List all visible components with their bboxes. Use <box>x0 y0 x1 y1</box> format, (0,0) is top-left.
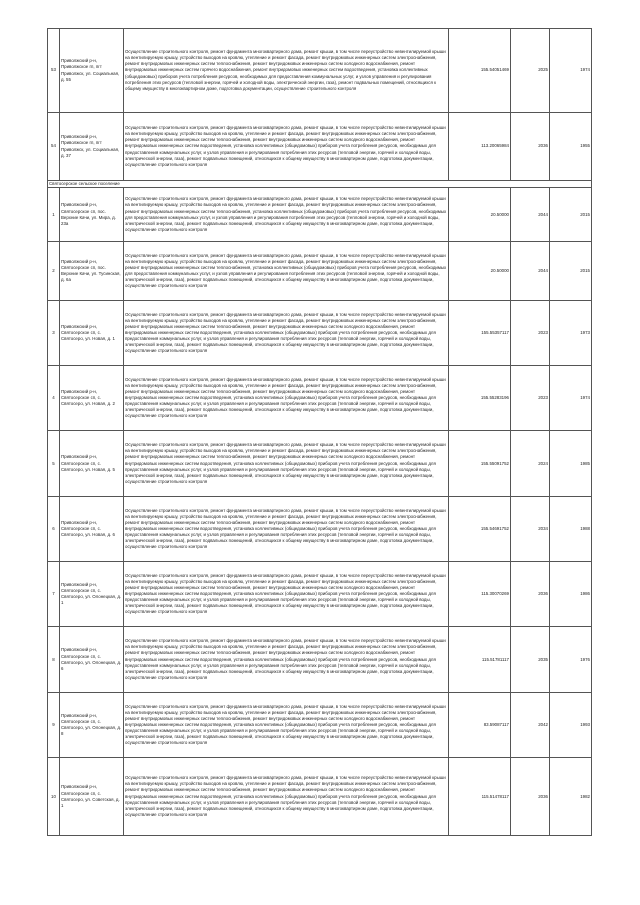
house-address: Приволжский р-н, Святосерское сп, с. Святосеро, ул. Олонецкая, д. 8 <box>60 693 124 758</box>
work-description: Осуществление строительного контроля, ремонт фундамента многоквартирного дома, ремонт крыши, в том числе переустройство невентилируемой крыши на вентилируемую крышу, устройство выходов на кровлю, утепление и ремонт фасада, ремонт внутридомовых инженерных систем электроснабжения, ремонт внутридомовых инженерных систем теплоснабжения, ремонт внутридомовых инженерных систем холодного водоснабжения, ремонт внутридомовых инженерных систем водоотведения, установка коллективных (общедомовых) приборов учета потребления ресурсов, необходимых для предоставления коммунальных услуг, и узлов управления и регулирования потребления этих ресурсов (тепловой энергии, горячей и холодной воды, электрической энергии, газа), ремонт подвальных помещений, относящихся к общему имуществу в многоквартирном доме, подготовка документации, осуществление строительного контроля <box>124 113 449 181</box>
planned-year: 2023 <box>511 366 550 431</box>
table-row <box>48 29 592 113</box>
row-number: 1 <box>48 188 60 242</box>
construction-year: 1974 <box>550 29 592 113</box>
work-description: Осуществление строительного контроля, ремонт фундамента многоквартирного дома, ремонт крыши, в том числе переустройство невентилируемой крыши на вентилируемую крышу, устройство выходов на кровлю, утепление и ремонт фасада, ремонт внутридомовых инженерных систем электроснабжения, ремонт внутридомовых инженерных систем теплоснабжения, ремонт внутридомовых инженерных систем холодного водоснабжения, ремонт внутридомовых инженерных систем водоотведения, установка коллективных (общедомовых) приборов учета потребления ресурсов, необходимых для предоставления коммунальных услуг, и узлов управления и регулирования потребления этих ресурсов (тепловой энергии, горячей и холодной воды, электрической энергии, газа), ремонт подвальных помещений, относящихся к общему имуществу в многоквартирном доме, подготовка документации, осуществление строительного контроля <box>124 627 449 693</box>
repair-cost: 20.50000 <box>449 188 511 242</box>
construction-year: 1985 <box>550 431 592 497</box>
work-description: Осуществление строительного контроля, ремонт фундамента многоквартирного дома, ремонт крыши, в том числе переустройство невентилируемой крыши на вентилируемую крышу, устройство выходов на кровлю, утепление и ремонт фасада, ремонт внутридомовых инженерных систем электроснабжения, ремонт внутридомовых инженерных систем теплоснабжения, установка коллективных (общедомовых) приборов учета потребления ресурсов, необходимых для предоставления коммунальных услуг, и узлов управления и регулирования потребления этих ресурсов (тепловой энергии, горячей и холодной воды, электрической энергии, газа), ремонт подвальных помещений, относящихся к общему имуществу в многоквартирном доме, подготовка документации, осуществление строительного контроля <box>124 242 449 301</box>
row-number: 6 <box>48 497 60 562</box>
repair-cost: 155.54691752 <box>449 497 511 562</box>
planned-year: 2035 <box>511 627 550 693</box>
section-title: Святосерское сельское поселение <box>48 181 592 188</box>
table-row <box>48 693 592 758</box>
table-row <box>48 301 592 366</box>
construction-year: 1976 <box>550 627 592 693</box>
capital-repair-table <box>47 28 592 836</box>
table-row <box>48 188 592 242</box>
row-number: 9 <box>48 693 60 758</box>
planned-year: 2044 <box>511 188 550 242</box>
repair-cost: 20.50000 <box>449 242 511 301</box>
table-row <box>48 758 592 836</box>
work-description: Осуществление строительного контроля, ремонт фундамента многоквартирного дома, ремонт крыши, в том числе переустройство невентилируемой крыши на вентилируемую крышу, устройство выходов на кровлю, утепление и ремонт фасада, ремонт внутридомовых инженерных систем электроснабжения, ремонт внутридомовых инженерных систем теплоснабжения, ремонт внутридомовых инженерных систем холодного водоснабжения, ремонт внутридомовых инженерных систем водоотведения, установка коллективных (общедомовых) приборов учета потребления ресурсов, необходимых для предоставления коммунальных услуг, и узлов управления и регулирования потребления этих ресурсов (тепловой энергии, горячей и холодной воды, электрической энергии, газа), ремонт подвальных помещений, относящихся к общему имуществу в многоквартирном доме, подготовка документации, осуществление строительного контроля <box>124 497 449 562</box>
repair-cost: 155.55091752 <box>449 431 511 497</box>
row-number: 8 <box>48 627 60 693</box>
table-row <box>48 431 592 497</box>
house-address: Приволжский р-н, Святосерское сп, с. Святосеро, ул. Новая, д. 6 <box>60 497 124 562</box>
construction-year: 2015 <box>550 188 592 242</box>
row-number: 4 <box>48 366 60 431</box>
house-address: Приволжский р-н, Святосерское сп, с. Святосеро, ул. Новая, д. 2 <box>60 366 124 431</box>
row-number: 7 <box>48 562 60 627</box>
planned-year: 2034 <box>511 497 550 562</box>
planned-year: 2036 <box>511 113 550 181</box>
planned-year: 2023 <box>511 301 550 366</box>
row-number: 5 <box>48 431 60 497</box>
work-description: Осуществление строительного контроля, ремонт фундамента многоквартирного дома, ремонт крыши, в том числе переустройство невентилируемой крыши на вентилируемую крышу, устройство выходов на кровлю, утепление и ремонт фасада, ремонт внутридомовых инженерных систем электроснабжения, ремонт внутридомовых инженерных систем теплоснабжения, ремонт внутридомовых инженерных систем холодного водоснабжения, ремонт внутридомовых инженерных систем водоотведения, установка коллективных (общедомовых) приборов учета потребления ресурсов, необходимых для предоставления коммунальных услуг, и узлов управления и регулирования потребления этих ресурсов (тепловой энергии, горячей и холодной воды, электрической энергии, газа), ремонт подвальных помещений, относящихся к общему имуществу в многоквартирном доме, подготовка документации, осуществление строительного контроля <box>124 562 449 627</box>
repair-cost: 115.30070269 <box>449 562 511 627</box>
work-description: Осуществление строительного контроля, ремонт фундамента многоквартирного дома, ремонт крыши, в том числе переустройство невентилируемой крыши на вентилируемую крышу, устройство выходов на кровлю, утепление и ремонт фасада, ремонт внутридомовых инженерных систем электроснабжения, ремонт внутридомовых инженерных систем теплоснабжения, ремонт внутридомовых инженерных систем холодного водоснабжения, ремонт внутридомовых инженерных систем водоотведения, установка коллективных (общедомовых) приборов учета потребления ресурсов, необходимых для предоставления коммунальных услуг, и узлов управления и регулирования потребления этих ресурсов (тепловой энергии, горячей и холодной воды, электрической энергии, газа), ремонт подвальных помещений, относящихся к общему имуществу в многоквартирном доме, подготовка документации, осуществление строительного контроля <box>124 301 449 366</box>
work-description: Осуществление строительного контроля, ремонт фундамента многоквартирного дома, ремонт крыши, в том числе переустройство невентилируемой крыши на вентилируемую крышу, устройство выходов на кровлю, утепление и ремонт фасада, ремонт внутридомовых инженерных систем электроснабжения, ремонт внутридомовых инженерных систем теплоснабжения, ремонт внутридомовых инженерных систем холодного водоснабжения, ремонт внутридомовых инженерных систем водоотведения, установка коллективных (общедомовых) приборов учета потребления ресурсов, необходимых для предоставления коммунальных услуг, и узлов управления и регулирования потребления этих ресурсов (тепловой энергии, горячей и холодной воды, электрической энергии, газа), ремонт подвальных помещений, относящихся к общему имуществу в многоквартирном доме, подготовка документации, осуществление строительного контроля <box>124 693 449 758</box>
construction-year: 1993 <box>550 693 592 758</box>
planned-year: 2036 <box>511 758 550 836</box>
house-address: Приволжский р-н, Святосерское сп, пос. Верхние Качи, ул. Тусинская, д. 6а <box>60 242 124 301</box>
house-address: Приволжский р-н, Святосерское сп, с. Святосеро, ул. Олонецкая, д. 6 <box>60 627 124 693</box>
house-address: Приволжский р-н, Святосерское сп, с. Святосеро, ул. Новая, д. 1 <box>60 301 124 366</box>
planned-year: 2024 <box>511 431 550 497</box>
table-row <box>48 627 592 693</box>
table-row <box>48 242 592 301</box>
row-number: 3 <box>48 301 60 366</box>
house-address: Приволжский р-н, Приволжское гп, пгт Приволжск, ул. Социальная, д. 37 <box>60 113 124 181</box>
house-address: Приволжский р-н, Святосерское сп, с. Святосеро, ул. Олонецкая, д. 1 <box>60 562 124 627</box>
construction-year: 1982 <box>550 758 592 836</box>
table-row <box>48 562 592 627</box>
row-number: 54 <box>48 113 60 181</box>
construction-year: 1973 <box>550 301 592 366</box>
repair-cost: 155.54051469 <box>449 29 511 113</box>
repair-cost: 113.20065984 <box>449 113 511 181</box>
section-row <box>48 181 592 188</box>
construction-year: 2015 <box>550 242 592 301</box>
row-number: 2 <box>48 242 60 301</box>
house-address: Приволжский р-н, Приволжское гп, пгт Приволжск, ул. Социальная, д. 55 <box>60 29 124 113</box>
repair-cost: 155.55283196 <box>449 366 511 431</box>
work-description: Осуществление строительного контроля, ремонт фундамента многоквартирного дома, ремонт крыши, в том числе переустройство невентилируемой крыши на вентилируемую крышу, устройство выходов на кровлю, утепление и ремонт фасада, ремонт внутридомовых инженерных систем электроснабжения, ремонт внутридомовых инженерных систем теплоснабжения, ремонт внутридомовых инженерных систем холодного водоснабжения, ремонт внутридомовых инженерных систем водоотведения, установка коллективных (общедомовых) приборов учета потребления ресурсов, необходимых для предоставления коммунальных услуг, и узлов управления и регулирования потребления этих ресурсов (тепловой энергии, горячей и холодной воды, электрической энергии, газа), ремонт подвальных помещений, относящихся к общему имуществу в многоквартирном доме, подготовка документации, осуществление строительного контроля <box>124 758 449 836</box>
planned-year: 2025 <box>511 29 550 113</box>
table-row <box>48 497 592 562</box>
work-description: Осуществление строительного контроля, ремонт фундамента многоквартирного дома, ремонт крыши, в том числе переустройство невентилируемой крыши на вентилируемую крышу, устройство выходов на кровлю, утепление и ремонт фасада, ремонт внутридомовых инженерных систем электроснабжения, ремонт внутридомовых инженерных систем теплоснабжения, ремонт внутридомовых инженерных систем холодного водоснабжения, ремонт внутридомовых инженерных систем водоотведения, установка коллективных (общедомовых) приборов учета потребления ресурсов, необходимых для предоставления коммунальных услуг, и узлов управления и регулирования потребления этих ресурсов (тепловой энергии, горячей и холодной воды, электрической энергии, газа), ремонт подвальных помещений, относящихся к общему имуществу в многоквартирном доме, подготовка документации, осуществление строительного контроля <box>124 366 449 431</box>
construction-year: 1955 <box>550 113 592 181</box>
row-number: 10 <box>48 758 60 836</box>
table-row <box>48 366 592 431</box>
house-address: Приволжский р-н, Святосерское сп, с. Святосеро, ул. Советская, д. 1 <box>60 758 124 836</box>
repair-cost: 115.51781117 <box>449 627 511 693</box>
repair-cost: 83.59087117 <box>449 693 511 758</box>
construction-year: 1986 <box>550 562 592 627</box>
work-description: Осуществление строительного контроля, ремонт фундамента многоквартирного дома, ремонт крыши, в том числе переустройство невентилируемой крыши на вентилируемую крышу, устройство выходов на кровлю, утепление и ремонт фасада, ремонт внутридомовых инженерных систем электроснабжения, ремонт внутридомовых инженерных систем теплоснабжения, установка коллективных (общедомовых) приборов учета потребления ресурсов, необходимых для предоставления коммунальных услуг, и узлов управления и регулирования потребления этих ресурсов (тепловой энергии, горячей и холодной воды, электрической энергии, газа), ремонт подвальных помещений, относящихся к общему имуществу в многоквартирном доме, подготовка документации, осуществление строительного контроля <box>124 188 449 242</box>
row-number: 53 <box>48 29 60 113</box>
construction-year: 1988 <box>550 497 592 562</box>
work-description: Осуществление строительного контроля, ремонт фундамента многоквартирного дома, ремонт крыши, в том числе переустройство невентилируемой крыши на вентилируемую крышу, устройство выходов на кровлю, утепление и ремонт фасада, ремонт внутридомовых инженерных систем электроснабжения, ремонт внутридомовых инженерных систем теплоснабжения, ремонт внутридомовых инженерных систем холодного водоснабжения, ремонт внутридомовых инженерных систем водоотведения, установка коллективных (общедомовых) приборов учета потребления ресурсов, необходимых для предоставления коммунальных услуг, и узлов управления и регулирования потребления этих ресурсов (тепловой энергии, горячей и холодной воды, электрической энергии, газа), ремонт подвальных помещений, относящихся к общему имуществу в многоквартирном доме, подготовка документации, осуществление строительного контроля <box>124 431 449 497</box>
table-row <box>48 113 592 181</box>
repair-cost: 155.55357117 <box>449 301 511 366</box>
planned-year: 2042 <box>511 693 550 758</box>
house-address: Приволжский р-н, Святосерское сп, с. Святосеро, ул. Новая, д. 5 <box>60 431 124 497</box>
work-description: Осуществление строительного контроля, ремонт фундамента многоквартирного дома, ремонт крыши, в том числе переустройство невентилируемой крыши на вентилируемую крышу, устройство выходов на кровлю, утепление и ремонт фасада, ремонт внутридомовых инженерных систем электроснабжения, ремонт внутридомовых инженерных систем теплоснабжения, ремонт внутридомовых инженерных систем холодного водоснабжения, ремонт внутридомовых инженерных систем горячего водоснабжения, ремонт внутридомовых инженерных систем водоотведения, установка коллективных (общедомовых) приборов учета потребления ресурсов, необходимых для предоставления коммунальных услуг, и узлов управления и регулирования потребления этих ресурсов (тепловой энергии, горячей и холодной воды, электрической энергии, газа), ремонт подвальных помещений, относящихся к общему имуществу в многоквартирном доме, подготовка документации, осуществление строительного контроля <box>124 29 449 113</box>
planned-year: 2036 <box>511 562 550 627</box>
construction-year: 1974 <box>550 366 592 431</box>
house-address: Приволжский р-н, Святосерское сп, пос. Верхние Качи, ул. Мира, д. 23а <box>60 188 124 242</box>
planned-year: 2044 <box>511 242 550 301</box>
repair-cost: 115.51478117 <box>449 758 511 836</box>
